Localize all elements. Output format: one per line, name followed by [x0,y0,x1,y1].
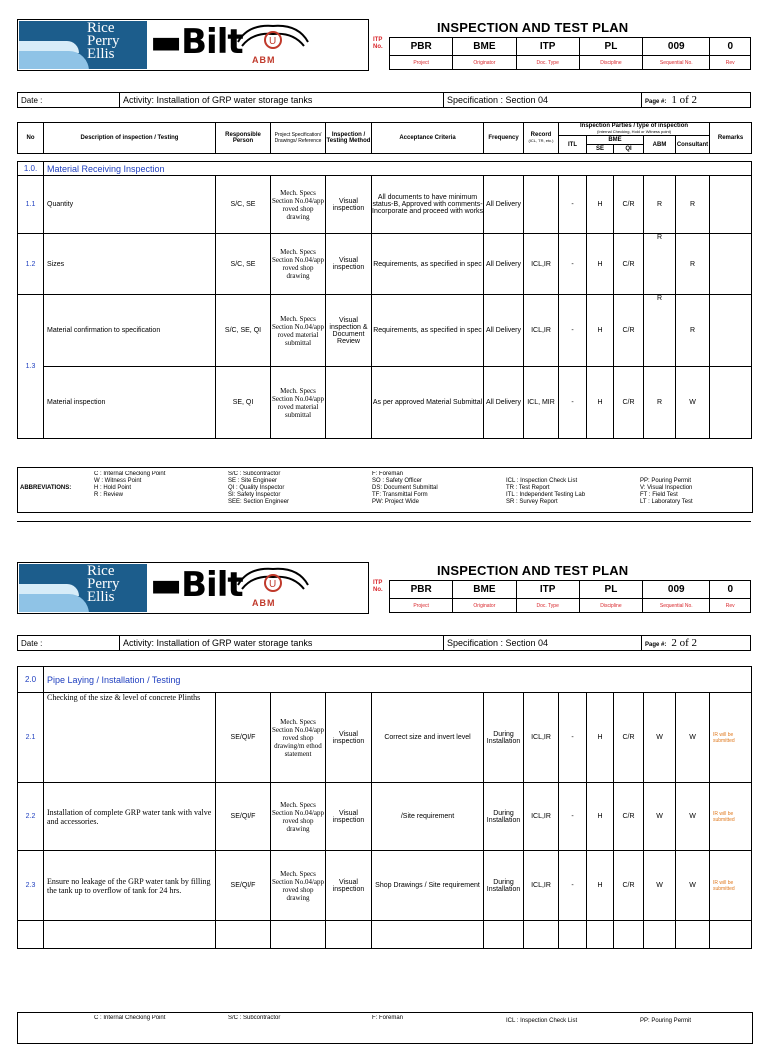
table-row: 2.1 Checking of the size & level of concrete Plinths SE/QI/F Mech. Specs Section No.04/app roved shop drawing/m ethod statement Visual inspection Correct size and invert level During Installation ICL,IR - H C/R W W IR will be submitted [18,693,752,783]
abbreviations-box: ABBREVIATIONS: C : Internal Checking Point W : Witness Point H : Hold Point R : Review S/C : Subcontractor SE : Site Engineer QI : Quality Inspector SI: Safety Inspector SEE: Section Engineer F: Foreman SO : Safety Officer DS: Document Submittal TF: Transmittal Form PW: Project Wide ICL : Inspection Check List TR : Test Report ITL : Independent Testing Lab SR : Survey Report PP: Pouring Permit V: Visual Inspection FT : Field Test LT : Laboratory Test [17,467,753,513]
code-originator: BME [453,38,516,56]
col-project-spec: Project Specification/ Drawings/ Reference [271,123,326,154]
activity-row: Date : Activity: Installation of GRP water storage tanks Specification : Section 04 Page #: 2 of 2 [17,635,751,651]
doc-code-table: PBR BME ITP PL 009 0 Project Originator Doc. Type Discipline Sequential No. Rev [389,37,751,70]
logo-panel [17,19,369,71]
section-1-title: Material Receiving Inspection [44,162,752,176]
col-record: Record (ICL, TR, etc.) [524,123,559,154]
col-bme: BME [587,136,644,145]
table-row: 1.2 Sizes S/C, SE Mech. Specs Section No.04/app roved shop drawing Visual inspection Requirements, as specified in spec All Delivery ICL,IR - H C/R R R [18,234,752,295]
bilt-logo: ▬Bilt [150,22,243,62]
svg-text:U: U [269,36,277,47]
table-row: 2.3 Ensure no leakage of the GRP water tank by filling the tank up to overflow of tank for 24 hrs. SE/QI/F Mech. Specs Section No.04/app roved shop drawing Visual inspection Shop Drawings / Site requirement During Installation ICL,IR - H C/R W W IR will be submitted [18,851,752,921]
col-parties: Inspection Parties / type of inspection (Internal Checking, Hold or Witness point) [559,123,710,136]
table-row: Material inspection SE, QI Mech. Specs Section No.04/app roved material submittal As per approved Material Submittal All Delivery ICL, MIR - H C/R R W [18,367,752,439]
col-itl: ITL [559,136,587,154]
abm-logo: U ABM [228,22,318,68]
col-description: Description of inspection / Testing [44,123,216,154]
section-2-no: 2.0 [18,667,44,693]
rice-perry-ellis-logo: Rice Perry Ellis [19,564,147,612]
page-title: INSPECTION AND TEST PLAN [437,563,629,578]
table-row: 1.3 Material confirmation to specification S/C, SE, QI Mech. Specs Section No.04/app roved material submittal Visual inspection & Document Review Requirements, as specified in spec All Delivery ICL,IR - H C/R R R [18,295,752,367]
col-remarks: Remarks [710,123,752,154]
table-row: 2.2 Installation of complete GRP water tank with valve and accessories. SE/QI/F Mech. Specs Section No.04/app roved shop drawing Visual inspection /Site requirement During Installation ICL,IR - H C/R W W IR will be submitted [18,783,752,851]
col-no: No [18,123,44,154]
section-2-title: Pipe Laying / Installation / Testing [44,667,752,693]
table-row: 1.1 Quantity S/C, SE Mech. Specs Section No.04/app roved shop drawing Visual inspection All documents to have minimum status-B, Approved with comments-Incorporate and proceed with works All Delivery - H C/R R R [18,176,752,234]
rice-perry-ellis-logo: Rice Perry Ellis [19,21,147,69]
col-abm: ABM [644,136,676,154]
code-rev: 0 [710,38,751,56]
abbreviations-box-2: C : Internal Checking Point S/C : Subcontractor F: Foreman ICL : Inspection Check List PP: Pouring Permit [17,1012,753,1044]
specification-text: Specification : Section 04 [444,93,642,108]
abm-logo: U ABM [228,565,318,611]
page-number: Page #: 1 of 2 [642,93,751,108]
code-project: PBR [390,38,453,56]
table-row-empty [18,921,752,949]
page-title: INSPECTION AND TEST PLAN [437,20,629,35]
col-responsible: Responsible Person [216,123,271,154]
col-method: Inspection / Testing Method [326,123,372,154]
activity-row [17,92,751,108]
col-se: SE [587,145,614,154]
itp-table-1 [17,122,752,439]
page-divider [17,521,751,522]
col-frequency: Frequency [484,123,524,154]
abbreviations-label: ABBREVIATIONS: [20,485,72,491]
logo-panel [17,562,369,614]
col-qi: QI [614,145,644,154]
col-consultant: Consultant [676,136,710,154]
page1-header [17,19,751,109]
date-label: Date : [18,93,120,108]
activity-text: Activity: Installation of GRP water storage tanks [120,93,444,108]
page2-header [17,562,751,652]
code-sequential: 009 [643,38,710,56]
itp-no-label: ITP No. [373,580,383,593]
itp-table-2 [17,666,752,949]
itp-no-label: ITP No. [373,37,383,50]
bilt-logo: ▬Bilt [150,565,243,605]
col-acceptance: Acceptance Criteria [372,123,484,154]
section-1-no: 1.0. [18,162,44,176]
page-number: Page #: 2 of 2 [642,636,751,651]
code-discipline: PL [579,38,642,56]
code-doc-type: ITP [516,38,579,56]
svg-text:U: U [269,579,277,590]
doc-code-table: PBR BME ITP PL 009 0 Project Originator Doc. Type Discipline Sequential No. Rev [389,580,751,613]
